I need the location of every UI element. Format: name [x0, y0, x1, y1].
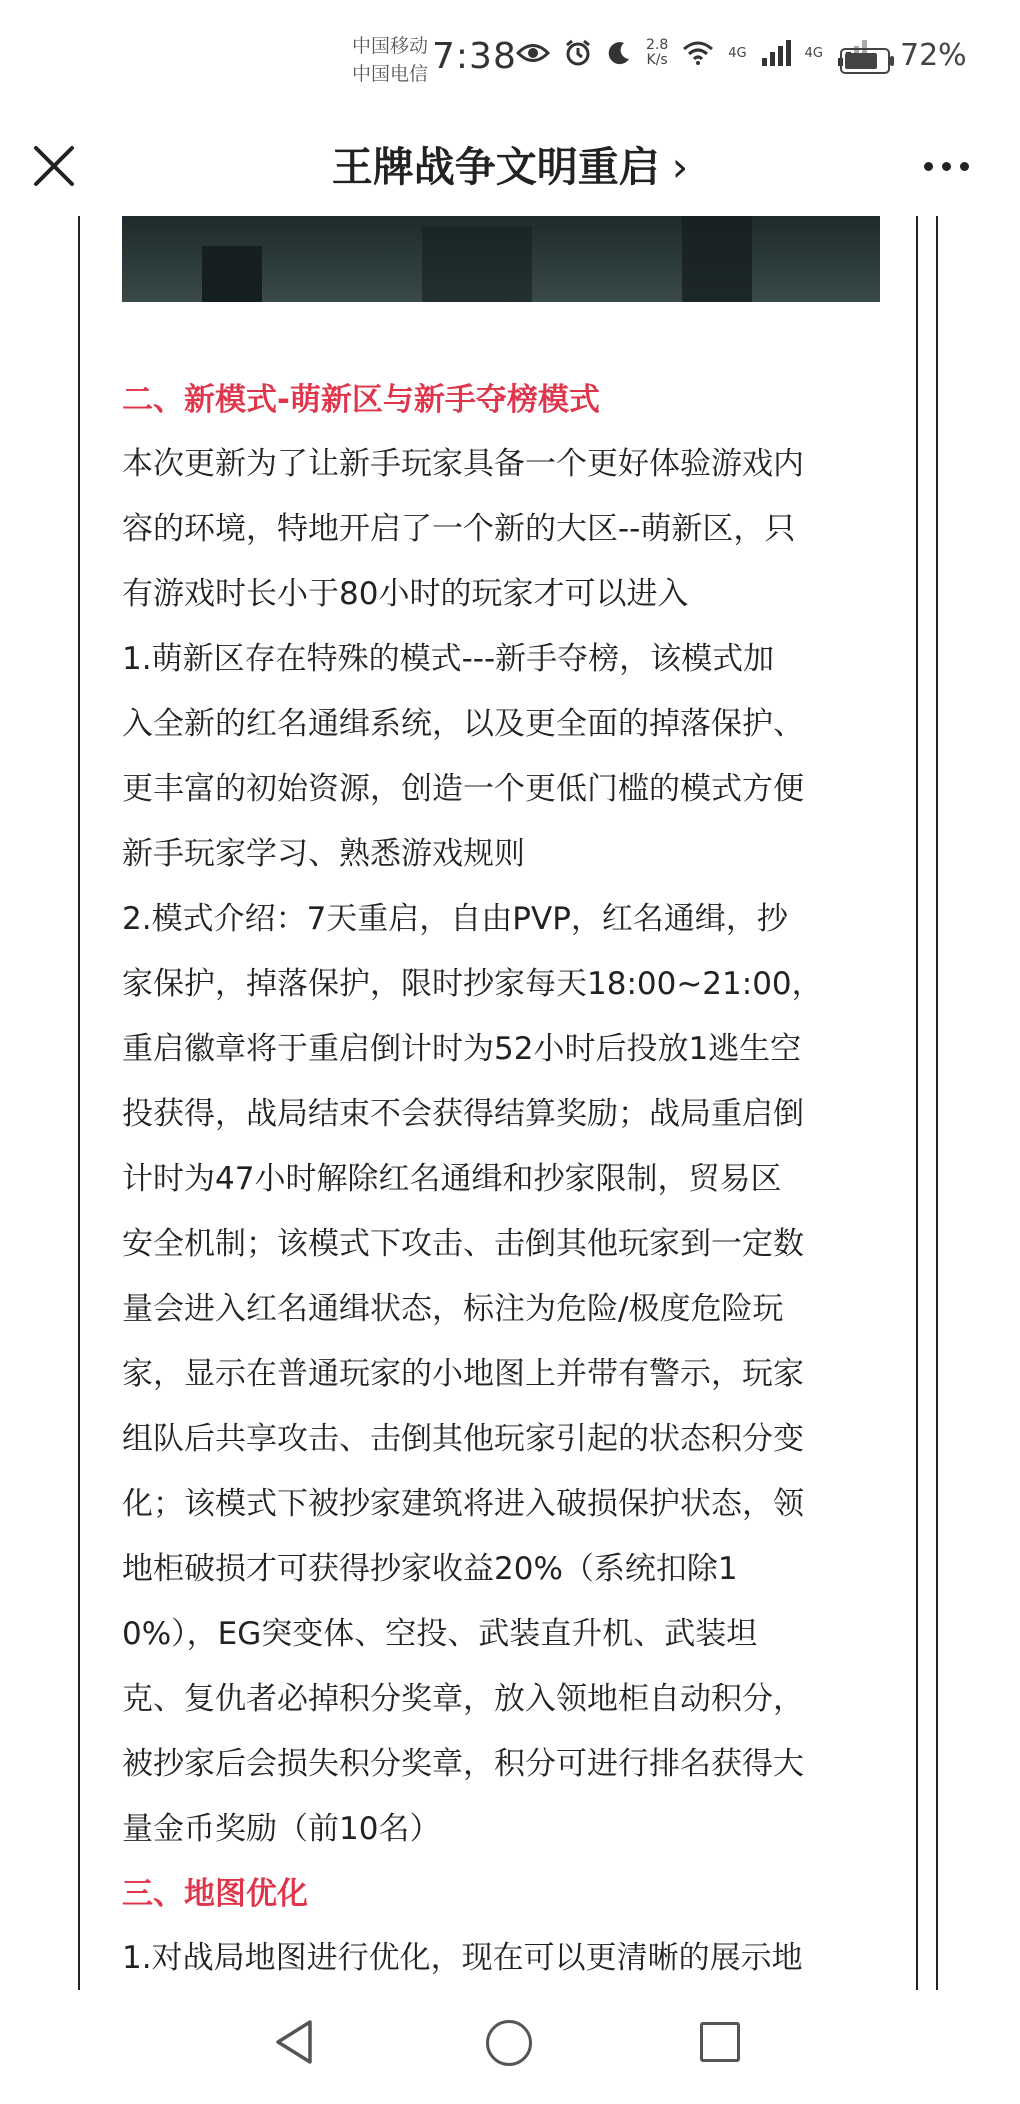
text-line: 0%），EG突变体、空投、武装直升机、武装坦 [122, 1616, 758, 1652]
text-line: 计时为47小时解除红名通缉和抄家限制，贸易区 [122, 1161, 782, 1197]
section-heading-2: 二、新模式-萌新区与新手夺榜模式 [122, 382, 600, 418]
right-border-line [936, 216, 938, 1990]
text-line: 家，显示在普通玩家的小地图上并带有警示，玩家 [122, 1356, 804, 1392]
carrier-2: 中国电信 [352, 63, 429, 85]
moon-icon [606, 40, 632, 66]
text-line: 容的环境，特地开启了一个新的大区--萌新区，只 [122, 511, 796, 547]
text-line: 组队后共享攻击、击倒其他玩家引起的状态积分变 [122, 1421, 804, 1457]
text-line: 本次更新为了让新手玩家具备一个更好体验游戏内 [122, 446, 804, 482]
net-speed-value: 2.8 [646, 37, 669, 53]
text-line: 1.萌新区存在特殊的模式---新手夺榜，该模式加 [122, 641, 775, 677]
text-line: 安全机制；该模式下攻击、击倒其他玩家到一定数 [122, 1226, 804, 1262]
text-line: 家保护，掉落保护，限时抄家每天18:00~21:00， [122, 966, 823, 1002]
wifi-icon [682, 41, 714, 65]
back-button[interactable] [272, 2018, 316, 2070]
text-line: 2.模式介绍：7天重启，自由PVP，红名通缉，抄 [122, 901, 788, 937]
text-line: 投获得，战局结束不会获得结算奖励；战局重启倒 [122, 1096, 804, 1132]
paragraph-point-2 [122, 887, 882, 1862]
more-icon [924, 162, 933, 171]
recent-apps-icon[interactable] [700, 2022, 740, 2062]
text-line: 入全新的红名通缉系统，以及更全面的掉落保护、 [122, 706, 804, 742]
paragraph-intro [122, 432, 882, 627]
home-icon[interactable] [486, 2020, 532, 2066]
text-line: 有游戏时长小于80小时的玩家才可以进入 [122, 576, 689, 612]
text-line: 重启徽章将于重启倒计时为52小时后投放1逃生空 [122, 1031, 802, 1067]
system-navigation-bar [0, 1990, 1020, 2104]
article-content[interactable] [0, 216, 1020, 1990]
paragraph-point-1 [122, 627, 882, 887]
text-line: 地柜破损才可获得抄家收益20%（系统扣除1 [122, 1551, 738, 1587]
more-options-button[interactable] [916, 138, 976, 194]
more-icon [960, 162, 969, 171]
section-heading-3: 三、地图优化 [122, 1876, 308, 1912]
paragraph-map-1 [122, 1926, 882, 1990]
signal-icon [761, 40, 791, 66]
text-line: 被抄家后会损失积分奖章，积分可进行排名获得大 [122, 1746, 804, 1782]
battery-icon [840, 48, 890, 74]
more-icon [942, 162, 951, 171]
text-line: 量金币奖励（前10名） [122, 1811, 441, 1847]
page-title: 王牌战争文明重启 [331, 143, 660, 191]
text-line: 新手玩家学习、熟悉游戏规则 [122, 836, 525, 872]
page-title-link[interactable] [0, 132, 1020, 202]
chevron-right-icon: › [671, 143, 689, 191]
status-icons [516, 38, 867, 68]
article-image[interactable] [122, 216, 880, 302]
battery-percentage: 72% [900, 38, 967, 73]
signal-1-label: 4G [728, 45, 747, 61]
image-silhouette [202, 246, 262, 302]
eye-icon [516, 42, 550, 64]
text-line: 量会进入红名通缉状态，标注为危险/极度危险玩 [122, 1291, 784, 1327]
right-border-line [916, 216, 918, 1990]
net-speed-unit: K/s [646, 52, 668, 68]
signal-2-label: 4G [804, 45, 823, 61]
left-border-line [78, 216, 80, 1990]
status-bar [0, 0, 1020, 120]
carrier-1: 中国移动 [352, 35, 429, 57]
text-line: 更丰富的初始资源，创造一个更低门槛的模式方便 [122, 771, 804, 807]
carrier-labels [352, 32, 428, 88]
alarm-icon [564, 39, 592, 67]
top-navigation-bar [0, 120, 1020, 217]
text-line: 克、复仇者必掉积分奖章，放入领地柜自动积分， [122, 1681, 804, 1717]
article-body [122, 368, 882, 1990]
net-speed [646, 38, 668, 68]
status-time: 7:38 [432, 36, 517, 77]
image-silhouette [682, 216, 752, 302]
text-line: 1.对战局地图进行优化，现在可以更清晰的展示地 [122, 1940, 803, 1976]
back-icon [272, 2018, 316, 2066]
text-line: 化；该模式下被抄家建筑将进入破损保护状态，领 [122, 1486, 804, 1522]
image-silhouette [422, 226, 532, 302]
